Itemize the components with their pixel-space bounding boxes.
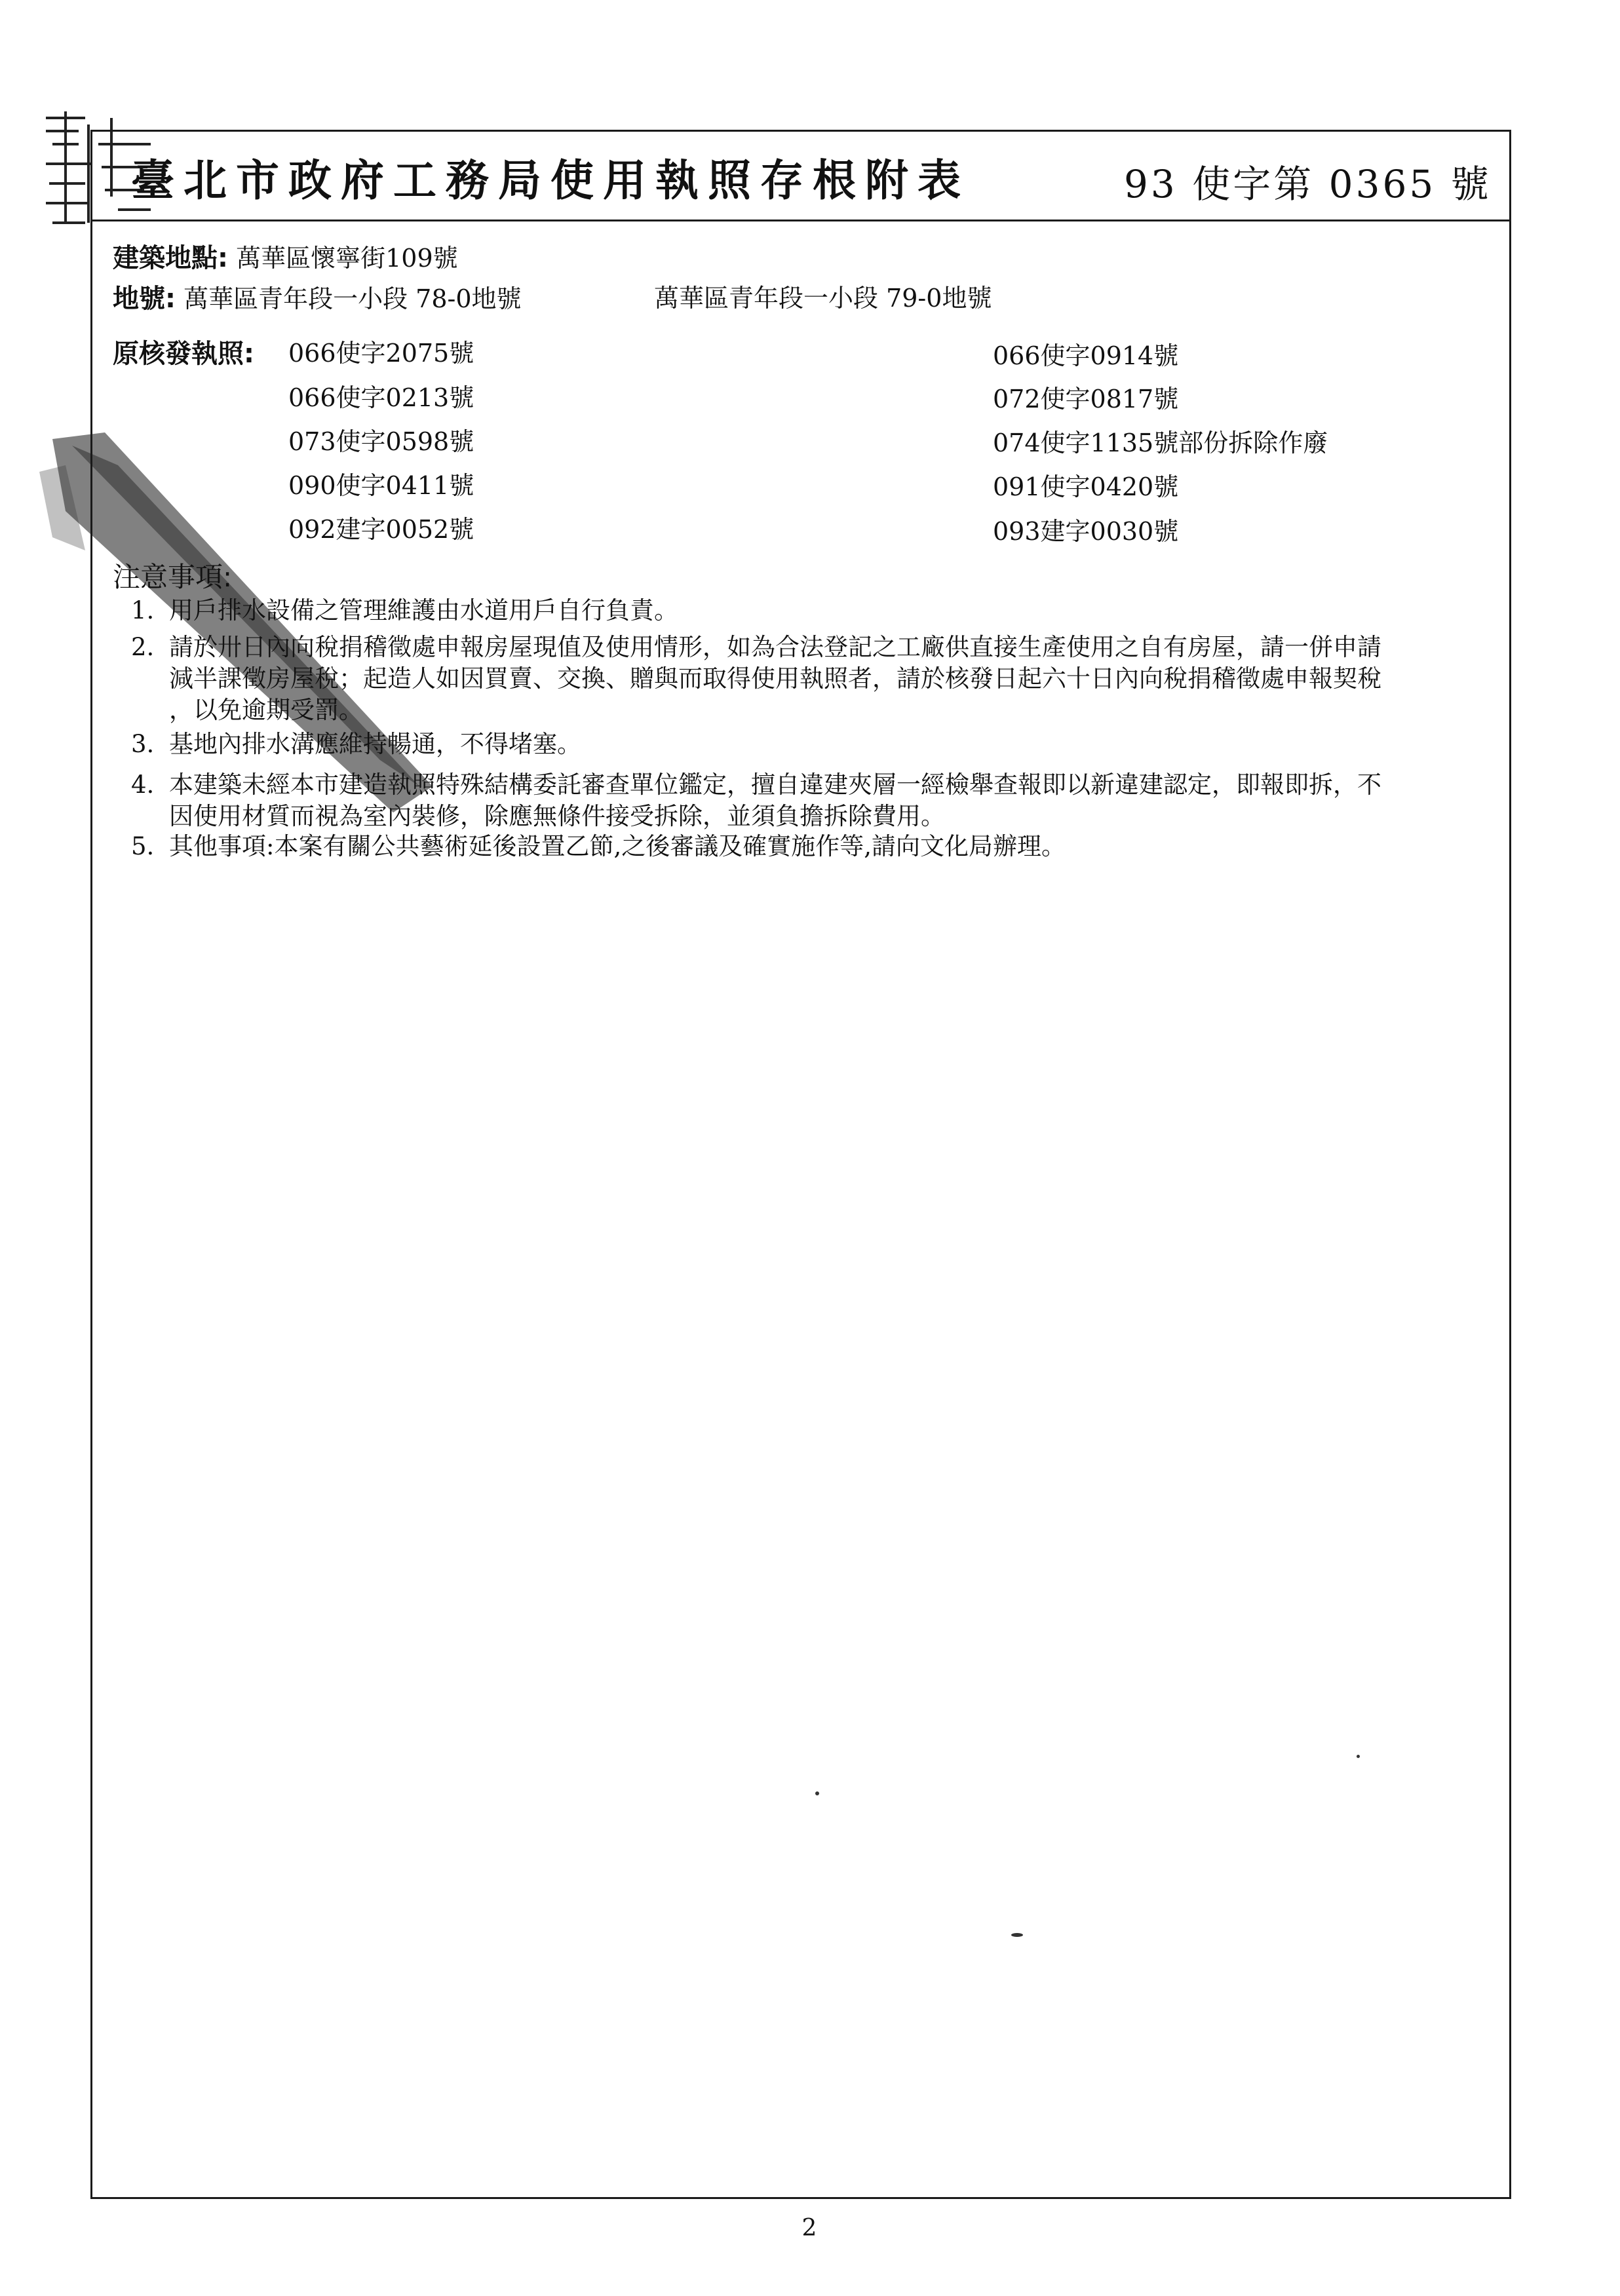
lot-number-row — [113, 278, 522, 315]
header-divider — [90, 220, 1511, 221]
note-text: 本建築未經本市建造執照特殊結構委託審查單位鑑定，擅自違建夾層一經檢舉查報即以新違建認定，即報即拆，不 — [169, 771, 1381, 799]
permit-right-2: 072使字0817號 — [993, 385, 1179, 413]
lot-number-value-2: 萬華區青年段一小段 79-0地號 — [654, 284, 992, 313]
note-item-1 — [131, 595, 678, 626]
notes-title: 注意事項: — [113, 561, 233, 593]
note-number: 5. — [131, 832, 155, 860]
permit-left-5: 092建字0052號 — [288, 515, 474, 544]
scan-speck — [815, 1791, 819, 1795]
note-number: 1. — [131, 596, 155, 624]
original-permits-label: 原核發執照: — [113, 339, 254, 369]
site-location-value: 萬華區懷寧街109號 — [236, 244, 458, 273]
lot-number-value-1: 萬華區青年段一小段 78-0地號 — [183, 284, 522, 313]
permit-left-1: 066使字2075號 — [288, 339, 474, 368]
note-text: 用戶排水設備之管理維護由水道用戶自行負責。 — [169, 596, 678, 624]
note-text: 基地內排水溝應維持暢通，不得堵塞。 — [169, 730, 581, 758]
note-item-3 — [131, 729, 581, 760]
permit-left-2: 066使字0213號 — [288, 383, 474, 412]
scan-speck — [1011, 1933, 1023, 1937]
note-number: 2. — [131, 633, 155, 661]
scan-speck — [1357, 1755, 1360, 1758]
note-number: 3. — [131, 730, 155, 758]
site-location-label: 建築地點: — [113, 243, 228, 273]
note-text: 其他事項:本案有關公共藝術延後設置乙節,之後審議及確實施作等,請向文化局辦理。 — [169, 832, 1066, 860]
note-item-2 — [131, 632, 1381, 726]
permit-left-3: 073使字0598號 — [288, 427, 474, 456]
note-text-continued: 減半課徵房屋稅；起造人如因買賣、交換、贈與而取得使用執照者，請於核發日起六十日內向稅捐稽徵處申報契稅 — [169, 664, 1381, 693]
permit-right-5: 093建字0030號 — [993, 517, 1179, 546]
note-item-5 — [131, 831, 1066, 862]
note-text: 請於卅日內向稅捐稽徵處申報房屋現值及使用情形，如為合法登記之工廠供直接生產使用之自有房屋，請一併申請 — [169, 633, 1381, 661]
note-text-continued: 因使用材質而視為室內裝修，除應無條件接受拆除，並須負擔拆除費用。 — [169, 802, 945, 830]
permit-right-3: 074使字1135號部份拆除作廢 — [993, 429, 1328, 457]
permit-right-1: 066使字0914號 — [993, 341, 1179, 370]
lot-number-label: 地號: — [113, 284, 176, 314]
note-item-4 — [131, 769, 1381, 832]
site-location-row — [113, 237, 458, 275]
permit-right-4: 091使字0420號 — [993, 472, 1179, 501]
note-number: 4. — [131, 771, 155, 799]
note-text-continued: ，以免逾期受罰。 — [169, 696, 363, 724]
permit-number: 93 使字第 0365 號 — [1124, 162, 1492, 206]
permit-left-4: 090使字0411號 — [288, 471, 474, 500]
page-number: 2 — [801, 2215, 817, 2242]
document-title: 臺北市政府工務局使用執照存根附表 — [131, 155, 970, 206]
